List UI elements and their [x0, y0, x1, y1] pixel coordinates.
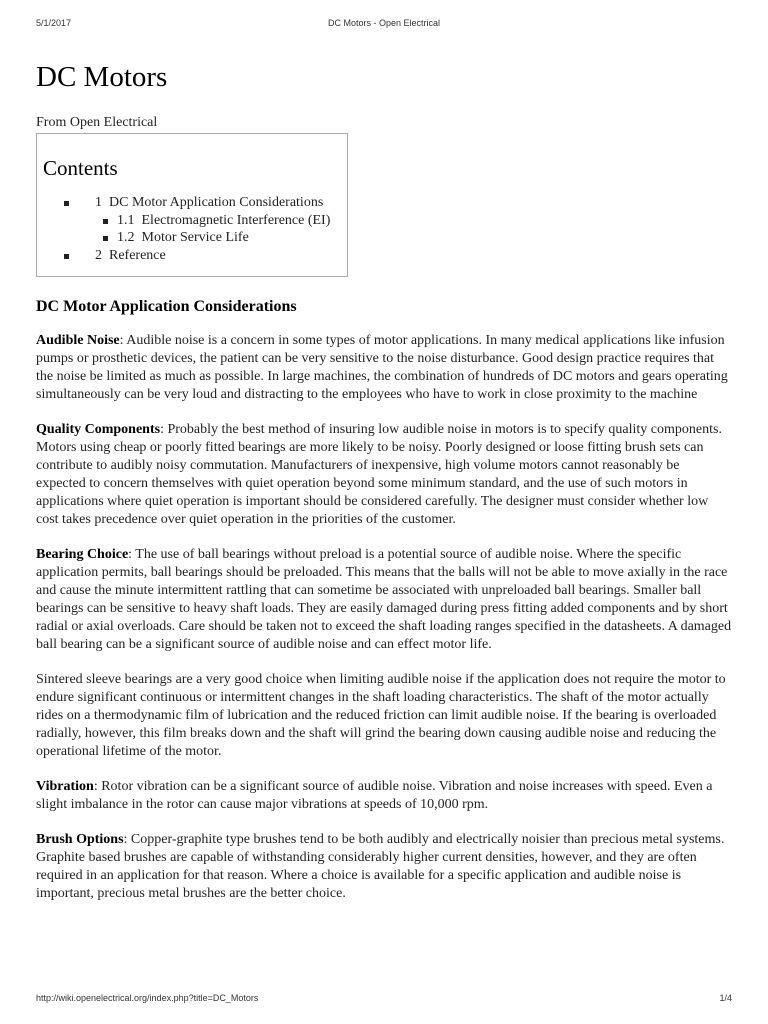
- page-subtitle: From Open Electrical: [36, 115, 158, 130]
- paragraph: [36, 831, 732, 903]
- toc-item-number: 1: [95, 195, 102, 210]
- toc-title: Contents: [43, 156, 118, 180]
- toc-item-label[interactable]: Electromagnetic Interference (EI): [141, 212, 331, 228]
- paragraph-term: Vibration: [36, 779, 94, 794]
- paragraph-term: Quality Components: [36, 422, 161, 437]
- toc-item-number: 1.1: [117, 212, 135, 228]
- bullet-icon: [64, 201, 69, 206]
- page-number: 1/4: [719, 993, 732, 1003]
- paragraph-term: Bearing Choice: [36, 547, 129, 562]
- paragraph-text: : Probably the best method of insuring low audible noise in motors is to specify quality components. Motors using cheap or poorly fitted bearings are more likely to be noisy. Poorly designed or loose fitting brush sets can contribute to audibly noisy commutation. Manufacturers of inexpensive, high volume motors cannot reasonably be expected to concern themselves with quiet operation beyond some minimum standard, and the use of such motors in applications where quiet operation is important should be considered carefully. The designer must consider whether low cost takes precedence over quiet operation in the priorities of the customer.: [36, 422, 722, 527]
- toc-item[interactable]: [37, 194, 347, 212]
- bullet-icon: [103, 219, 108, 224]
- toc-item-number: 2: [95, 247, 102, 263]
- toc-item-label[interactable]: Motor Service Life: [141, 230, 249, 245]
- print-header: [36, 18, 732, 30]
- paragraph: [36, 421, 732, 529]
- toc-item[interactable]: [37, 212, 347, 230]
- print-footer: [36, 993, 732, 1005]
- toc-item-label[interactable]: Reference: [109, 247, 166, 263]
- page-title: DC Motors: [36, 61, 168, 93]
- paragraph-text: : The use of ball bearings without preload is a potential source of audible noise. Where the specific application permits, ball bearings should be preloaded. This means that the balls will not be able to move axially in the race and cause the minute intermittent rattling that can sometime be associated with unpreloaded ball bearings. Smaller ball bearings can be sensitive to heavy shaft loads. They are easily damaged during press fitting added components and by short radial or axial overloads. Care should be taken not to exceed the shaft loading ranges specified in the datasheets. A damaged ball bearing can be a significant source of audible noise and can effect motor life.: [36, 547, 732, 652]
- paragraph-text: : Rotor vibration can be a significant source of audible noise. Vibration and noise increases with speed. Even a slight imbalance in the rotor can cause major vibrations at speeds of 10,000 rpm.: [36, 779, 713, 812]
- toc-list: [37, 194, 347, 264]
- paragraph-text: : Copper-graphite type brushes tend to be both audibly and electrically noisier than precious metal systems. Graphite based brushes are capable of withstanding considerably higher current densities, however, and they are often required in an application for that reason. Where a choice is available for a specific application and audible noise is important, precious metal brushes are the better choice.: [36, 832, 725, 901]
- paragraph: [36, 332, 732, 404]
- toc-item[interactable]: [37, 229, 347, 247]
- paragraph-text: : Audible noise is a concern in some types of motor applications. In many medical applications like infusion pumps or prosthetic devices, the patient can be very sensitive to the noise disturbance. Good design practice requires that the noise be limited as much as possible. In large machines, the combination of hundreds of DC motors and gears operating simultaneously can be very loud and distracting to the employees who have to work in close proximity to the machine: [36, 333, 728, 402]
- paragraph-term: Audible Noise: [36, 333, 120, 348]
- print-date: 5/1/2017: [36, 18, 72, 28]
- toc-item-label[interactable]: DC Motor Application Considerations: [109, 195, 324, 210]
- article-content: [36, 55, 732, 903]
- bullet-icon: [64, 254, 69, 259]
- bullet-icon: [103, 236, 108, 241]
- paragraph: [36, 671, 732, 761]
- section-heading: DC Motor Application Considerations: [36, 298, 297, 315]
- toc-item[interactable]: [37, 247, 347, 265]
- paragraph: [36, 546, 732, 654]
- toc-item-number: 1.2: [117, 230, 135, 245]
- print-url[interactable]: http://wiki.openelectrical.org/index.php?title=DC_Motors: [36, 993, 259, 1003]
- table-of-contents: [36, 133, 348, 277]
- paragraph-term: Brush Options: [36, 832, 124, 847]
- paragraph-text: Sintered sleeve bearings are a very good choice when limiting audible noise if the application does not require the motor to endure significant continuous or intermittent changes in the shaft loading characteristics. The shaft of the motor actually rides on a thermodynamic film of lubrication and the reduced friction can limit audible noise. If the bearing is overloaded radially, however, this film breaks down and the shaft will grind the bearing down causing audible noise and reducing the operational lifetime of the motor.: [36, 672, 726, 759]
- print-title: DC Motors - Open Electrical: [327, 18, 441, 28]
- paragraph: [36, 778, 732, 814]
